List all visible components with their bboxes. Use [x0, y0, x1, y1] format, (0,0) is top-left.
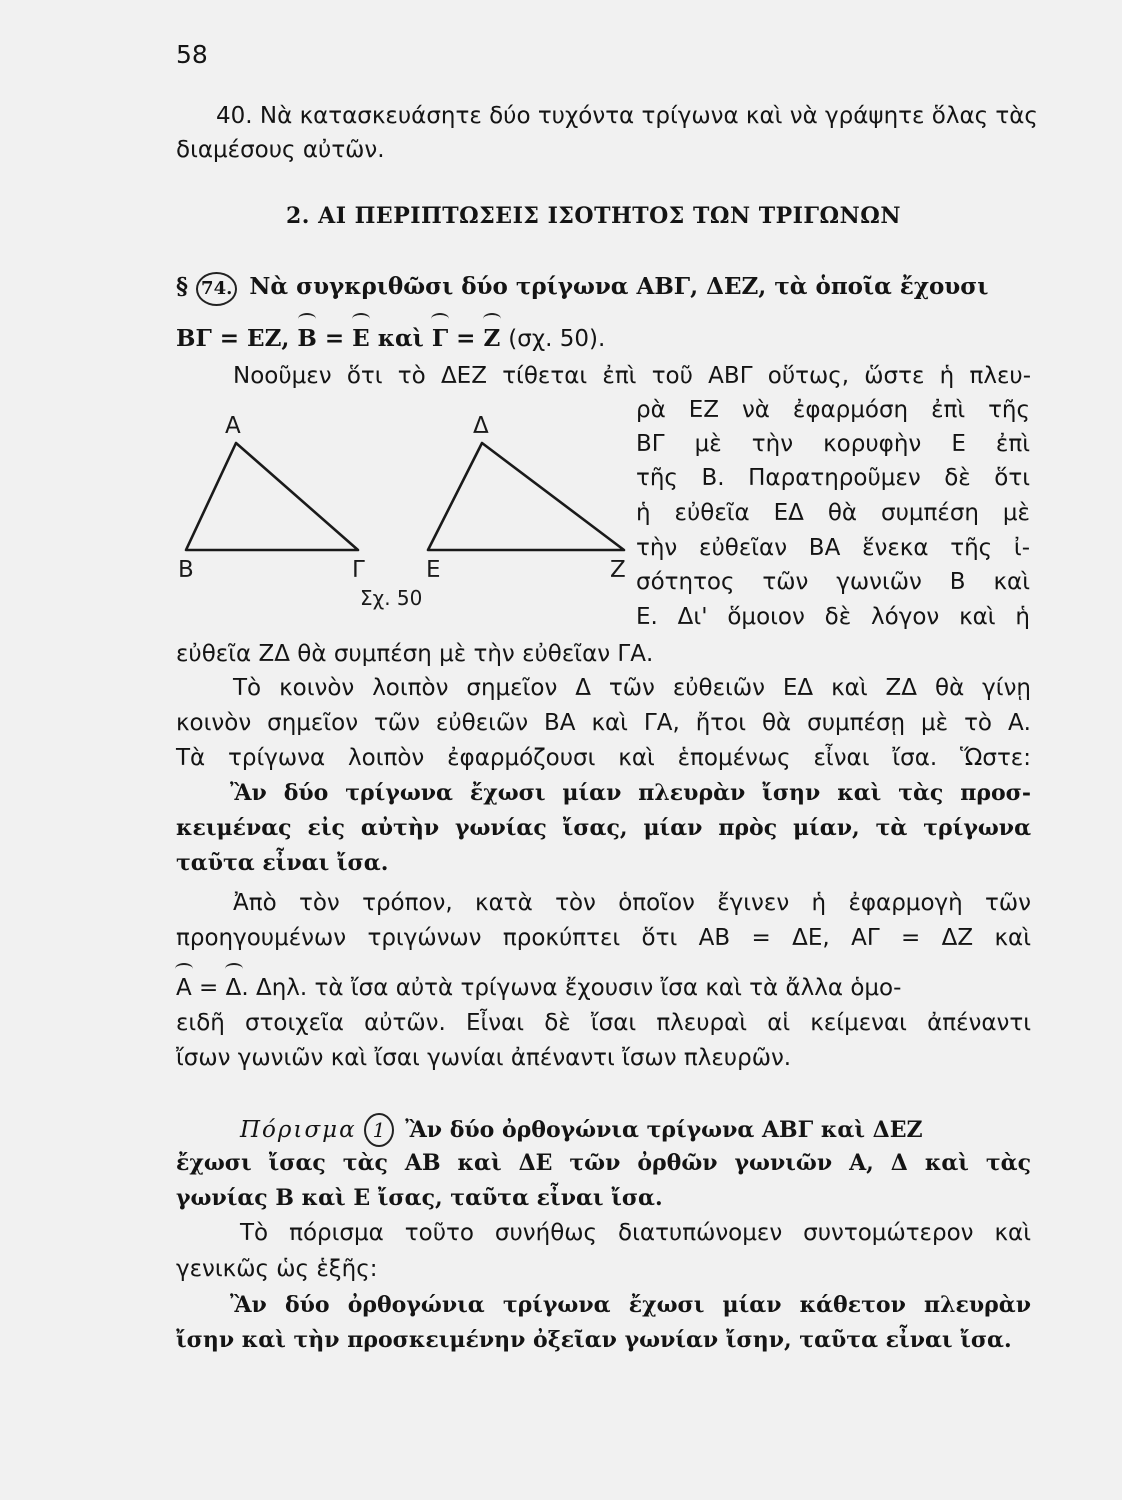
side-line-4: ἡ εὐθεῖα ΕΔ θὰ συμπέση μὲ — [636, 500, 1030, 526]
side-line-3: τῆς Β. Παρατηροῦμεν δὲ ὅτι — [636, 465, 1030, 491]
label-d: Δ — [473, 413, 489, 439]
triangle-abg — [186, 443, 358, 550]
side-line-7: Ε. Δι' ὅμοιον δὲ λόγον καὶ ἡ — [636, 604, 1030, 630]
section-heading: 2. ΑΙ ΠΕΡΙΠΤΩΣΕΙΣ ΙΣΟΤΗΤΟΣ ΤΩΝ ΤΡΙΓΩΝΩΝ — [286, 203, 901, 229]
theorem-number: 74. — [196, 272, 237, 306]
figure-caption: Σχ. 50 — [360, 586, 423, 610]
side-line-1: ρὰ ΕΖ νὰ ἐφαρμόση ἐπὶ τῆς — [636, 397, 1030, 423]
exercise-line-1: 40. Νὰ κατασκευάσητε δύο τυχόντα τρίγωνα καὶ νὰ γράψητε ὅλας τὰς — [216, 103, 1038, 129]
label-e: Ε — [426, 557, 441, 583]
corollary-statement-1: Ἂν δύο ὀρθογώνια τρίγωνα ΑΒΓ καὶ ΔΕΖ — [405, 1117, 923, 1143]
proof-line-9: εὐθεῖα ΖΔ θὰ συμπέση μὲ τὴν εὐθεῖαν ΓΑ. — [176, 641, 654, 667]
corollary-line-2: ἔχωσι ἴσας τὰς ΑΒ καὶ ΔΕ τῶν ὀρθῶν γωνιῶν Α, Δ καὶ τὰς — [176, 1150, 1031, 1176]
equals-3: = — [199, 975, 219, 1001]
p2-line-2: κοινὸν σημεῖον τῶν εὐθειῶν ΒΑ καὶ ΓΑ, ἤτοι θὰ συμπέσῃ μὲ τὸ Α. — [176, 710, 1031, 736]
angle-b: Β — [297, 325, 317, 352]
theorem-bold-2: κειμένας εἰς αὐτὴν γωνίας ἴσας, μίαν πρὸς μίαν, τὰ τρίγωνα — [176, 815, 1031, 841]
corollary-bold-2: ἴσην καὶ τὴν προσκειμένην ὀξεῖαν γωνίαν ἴσην, ταῦτα εἶναι ἴσα. — [176, 1327, 1012, 1353]
side-line-5: τὴν εὐθεῖαν ΒΑ ἕνεκα τῆς ἰ- — [636, 535, 1030, 561]
figure-50 — [170, 405, 640, 620]
figure-reference: (σχ. 50). — [508, 326, 606, 352]
theorem-line-2 — [176, 325, 605, 352]
p2-line-1: Τὸ κοινὸν λοιπὸν σημεῖον Δ τῶν εὐθειῶν ΕΔ καὶ ΖΔ θὰ γίνῃ — [233, 675, 1031, 701]
angle-z: Ζ — [483, 325, 501, 352]
kai: καὶ — [377, 325, 424, 352]
theorem-bold-1: Ἂν δύο τρίγωνα ἔχωσι μίαν πλευρὰν ἴσην καὶ τὰς προσ- — [230, 780, 1031, 806]
side-line-2: ΒΓ μὲ τὴν κορυφὴν Ε ἐπὶ — [636, 431, 1030, 457]
theorem-bold-3: ταῦτα εἶναι ἴσα. — [176, 850, 389, 876]
corollary-p-line-1: Τὸ πόρισμα τοῦτο συνήθως διατυπώνομεν συντομώτερον καὶ — [240, 1220, 1031, 1246]
corollary-label: Πόρισμα — [240, 1117, 357, 1143]
angle-g: Γ — [431, 325, 449, 352]
bg-ez: ΒΓ = ΕΖ, — [176, 325, 290, 352]
angle-d: Δ — [225, 975, 242, 1001]
page-number: 58 — [176, 40, 208, 69]
p3-line-1: Ἀπὸ τὸν τρόπον, κατὰ τὸν ὁποῖον ἔγινεν ἡ ἐφαρμογὴ τῶν — [233, 890, 1031, 916]
equals-2: = — [456, 325, 476, 352]
p2-line-3: Τὰ τρίγωνα λοιπὸν ἐφαρμόζουσι καὶ ἑπομένως εἶναι ἴσα. Ὥστε: — [176, 745, 1031, 771]
proof-line-1: Νοοῦμεν ὅτι τὸ ΔΕΖ τίθεται ἐπὶ τοῦ ΑΒΓ οὕτως, ὥστε ἡ πλευ- — [233, 363, 1031, 389]
theorem-line-1 — [176, 272, 988, 306]
corollary-p-line-2: γενικῶς ὡς ἑξῆς: — [176, 1256, 378, 1282]
angle-e: Ε — [352, 325, 370, 352]
p3-line-3-rest: . Δηλ. τὰ ἴσα αὐτὰ τρίγωνα ἔχουσιν ἴσα καὶ τὰ ἄλλα ὁμο- — [241, 975, 902, 1001]
exercise-line-2: διαμέσους αὐτῶν. — [176, 137, 385, 163]
corollary-number: 1 — [364, 1113, 394, 1147]
label-a: Α — [225, 413, 241, 439]
side-line-6: σότητος τῶν γωνιῶν Β καὶ — [636, 569, 1030, 595]
theorem-statement: Νὰ συγκριθῶσι δύο τρίγωνα ΑΒΓ, ΔΕΖ, τὰ ὁποῖα ἔχουσι — [249, 273, 989, 300]
p3-line-3 — [176, 975, 1031, 1001]
label-b: Β — [178, 557, 194, 583]
label-g: Γ — [352, 557, 365, 583]
section-sign: § — [176, 273, 189, 300]
triangle-dez — [428, 443, 624, 550]
label-z: Ζ — [610, 557, 626, 583]
corollary-bold-1: Ἂν δύο ὀρθογώνια τρίγωνα ἔχωσι μίαν κάθετον πλευρὰν — [230, 1292, 1031, 1318]
equals: = — [324, 325, 345, 352]
corollary-line-3: γωνίας Β καὶ Ε ἴσας, ταῦτα εἶναι ἴσα. — [176, 1185, 663, 1211]
p3-line-2: προηγουμένων τριγώνων προκύπτει ὅτι ΑΒ = ΔΕ, ΑΓ = ΔΖ καὶ — [176, 925, 1031, 951]
p3-line-4: ειδῆ στοιχεῖα αὐτῶν. Εἶναι δὲ ἴσαι πλευραὶ αἱ κείμεναι ἀπέναντι — [176, 1010, 1031, 1036]
corollary-line-1 — [240, 1113, 1031, 1147]
angle-a: Α — [176, 975, 192, 1001]
p3-line-5: ἴσων γωνιῶν καὶ ἴσαι γωνίαι ἀπέναντι ἴσων πλευρῶν. — [176, 1045, 792, 1071]
